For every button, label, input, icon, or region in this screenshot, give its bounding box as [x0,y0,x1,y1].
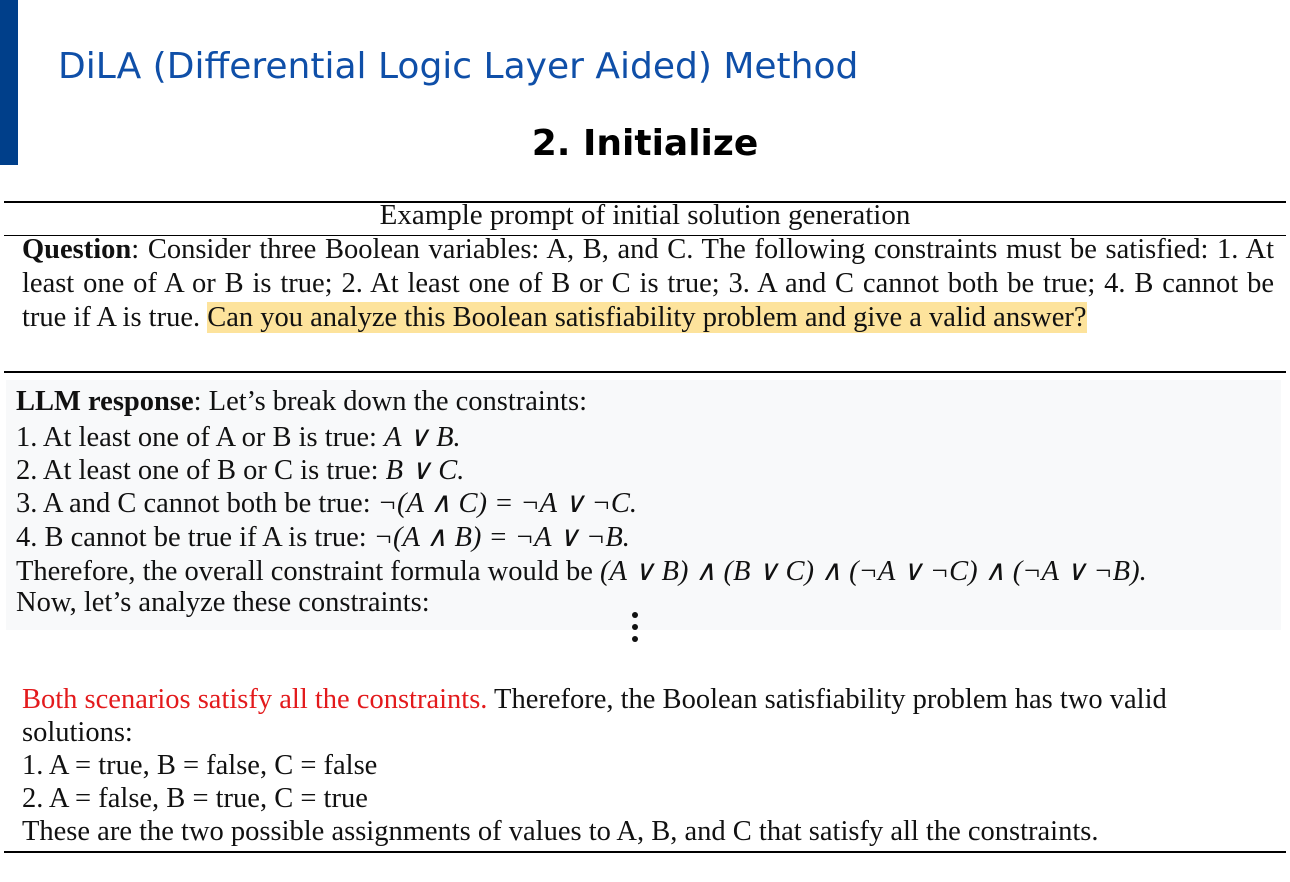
solution-2: 2. A = false, B = true, C = true [22,783,368,814]
conclusion-red-text: Both scenarios satisfy all the constraints. [22,684,488,715]
mid-rule [4,371,1286,373]
vertical-ellipsis-icon [626,604,646,644]
conclusion-line-2: solutions: [22,717,133,748]
solution-1: 1. A = true, B = false, C = false [22,750,378,781]
llm-response-block [6,380,1281,630]
response-intro: : Let’s break down the constraints: [193,386,587,417]
formula-math: (A ∨ B) ∧ (B ∨ C) ∧ (¬A ∨ ¬C) ∧ (¬A ∨ ¬B). [600,556,1147,587]
constraint-math-3: ¬(A ∧ C) = ¬A ∨ ¬C. [377,488,638,519]
constraint-text-3: 3. A and C cannot both be true: [16,488,378,519]
question-highlight: Can you analyze this Boolean satisfiability problem and give a valid answer? [207,302,1087,333]
constraint-math-4: ¬(A ∧ B) = ¬A ∨ ¬B. [373,522,630,553]
question-block [22,233,1274,335]
response-intro-line [16,386,587,418]
constraint-line-2 [16,453,464,487]
bottom-rule [4,851,1286,853]
section-title: 2. Initialize [531,123,759,164]
conclusion-line-1 [22,684,1167,716]
constraint-text-1: 1. At least one of A or B is true: [16,422,385,453]
formula-line [16,554,1147,588]
prompt-caption: Example prompt of initial solution generation [379,199,911,231]
constraint-line-1 [16,420,461,454]
response-label: LLM response [16,386,194,417]
analyze-line: Now, let’s analyze these constraints: [16,587,430,618]
constraint-line-3 [16,486,637,520]
constraint-math-2: B ∨ C. [385,455,465,486]
question-label: Question [22,234,132,265]
constraint-math-1: A ∨ B. [384,422,461,453]
conclusion-text-rest: Therefore, the Boolean satisfiability problem has two valid [487,684,1167,715]
constraint-text-2: 2. At least one of B or C is true: [16,455,386,486]
formula-text: Therefore, the overall constraint formula would be [16,556,601,587]
constraint-text-4: 4. B cannot be true if A is true: [16,522,374,553]
closing-line: These are the two possible assignments of values to A, B, and C that satisfy all the constraints. [22,816,1099,847]
slide-header-title: DiLA (Differential Logic Layer Aided) Method [58,46,859,87]
question-text: : Consider three Boolean variables: A, B, and C. The following constraints must be satisfied: 1. At least one of A or B is true; 2. At least one of B or C is true; 3. A and C cannot both be true; 4. B cannot be true if A is true. [22,234,1274,333]
constraint-line-4 [16,520,630,554]
